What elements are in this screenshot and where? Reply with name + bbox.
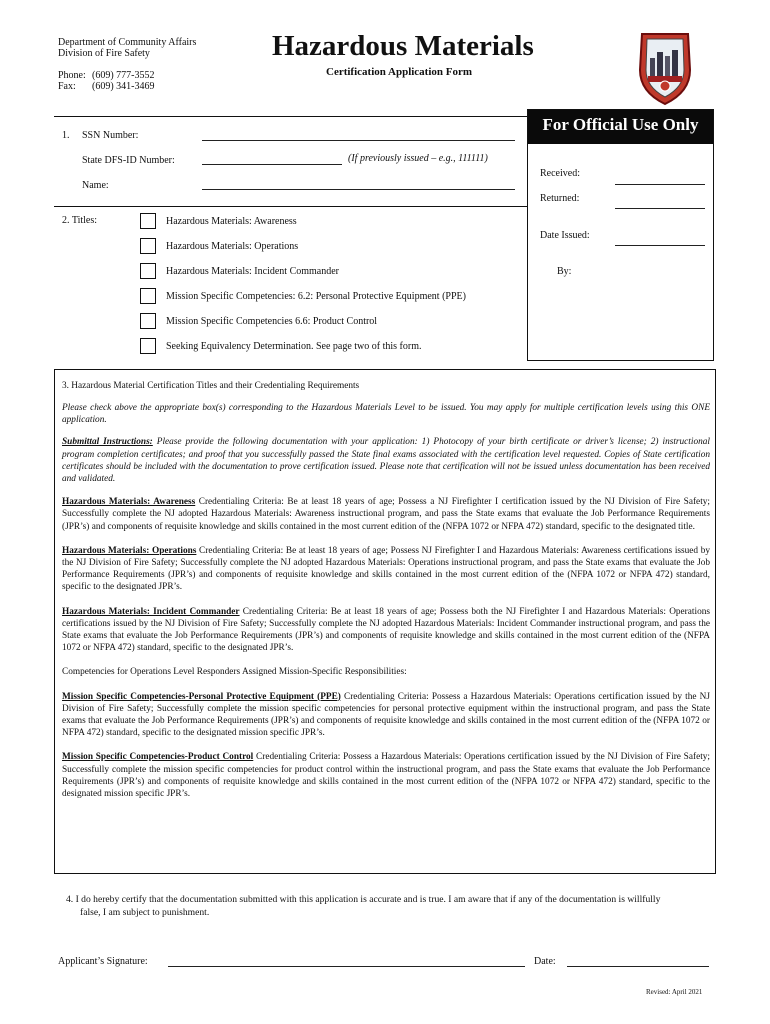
- section-1-number: 1.: [62, 130, 70, 141]
- by-label: By:: [557, 266, 572, 277]
- dept-line-1: Department of Community Affairs: [58, 37, 197, 48]
- signature-field[interactable]: [168, 966, 525, 967]
- dfs-id-field[interactable]: [202, 164, 342, 165]
- official-use-heading: For Official Use Only: [528, 110, 713, 144]
- dfs-id-note: (If previously issued – e.g., 111111): [348, 153, 488, 164]
- incident-commander-text: Credentialing Criteria: Be at least 18 years of age; Possess both the NJ Firefighter I and Hazardous Materials: Operations certifications issued by the NJ Division of Fire Safety; Successfully complete the NJ adopted Hazardous Materials: Incident Commander instructional program, and pass the State exams that evaluate the Job Performance Requirements (JPR’s) and components of requisite knowledge and skills contained in the most current edition of the (NFPA 1072 or NFPA 472) standard, specific to the designated JPR’s.: [62, 606, 710, 654]
- product-control-text: Credentialing Criteria: Possess a Hazardous Materials: Operations certification issued by the NJ Division of Fire Safety; Successfully complete the mission specific competencies for product control within the instructional program, and pass the State exams that evaluate the Job Performance Requirements (JPR’s) and components of requisite knowledge and skills contained in the most current edition of the (NFPA 1072 or NFPA 472) standard, specific to the designated mission specific JPR’s.: [62, 752, 711, 800]
- product-control-criteria: [62, 751, 710, 800]
- ppe-text: Credentialing Criteria: Possess a Hazardous Materials: Operations certification issued by the NJ Division of Fire Safety; Successfully complete the mission specific competencies for personal protective equipment within the instructional program, and pass the State exams that evaluate the Job Performance Requirements (JPR’s) and components of requisite knowledge and skills contained in the most current edition of the (NFPA 1072 or NFPA 472) standard, specific to the designated mission specific JPR’s.: [62, 691, 710, 739]
- section-3-heading: 3. Hazardous Material Certification Titles and their Credentialing Requirements: [62, 381, 360, 391]
- option-awareness: Hazardous Materials: Awareness: [166, 216, 297, 227]
- fax-label: Fax:: [58, 81, 76, 92]
- signature-label: Applicant’s Signature:: [58, 956, 148, 967]
- titles-divider: [54, 206, 527, 207]
- incident-commander-criteria: [62, 606, 710, 655]
- operations-criteria: [62, 545, 710, 594]
- submittal-label: Submittal Instructions:: [62, 437, 153, 448]
- submittal-instructions: [62, 436, 710, 485]
- date-issued-line[interactable]: [615, 245, 705, 246]
- checkbox-product-control[interactable]: [140, 313, 156, 329]
- page-subtitle: Certification Application Form: [326, 66, 473, 78]
- date-issued-label: Date Issued:: [540, 230, 590, 241]
- option-product-control: Mission Specific Competencies 6.6: Product Control: [166, 316, 378, 327]
- checkbox-equivalency[interactable]: [140, 338, 156, 354]
- product-control-label: Mission Specific Competencies-Product Control: [62, 752, 254, 763]
- section-3-intro: Please check above the appropriate box(s) corresponding to the Hazardous Materials Level to be issued. You may apply for multiple certification levels using this ONE application.: [62, 403, 710, 426]
- contact-info: [58, 70, 155, 92]
- returned-label: Returned:: [540, 193, 580, 204]
- certification-statement: 4. I do hereby certify that the documentation submitted with this application is accurate and is true. I am aware that if any of the documentation is willfully false, I am subject to punishment.: [66, 894, 661, 918]
- phone-label: Phone:: [58, 70, 86, 81]
- operations-label: Hazardous Materials: Operations: [62, 545, 197, 556]
- checkbox-operations[interactable]: [140, 238, 156, 254]
- option-ppe: Mission Specific Competencies: 6.2: Personal Protective Equipment (PPE): [166, 291, 466, 302]
- competencies-line: Competencies for Operations Level Responders Assigned Mission-Specific Responsibilities:: [62, 667, 407, 678]
- department-info: [58, 37, 196, 59]
- fax-number: (609) 341-3469: [92, 81, 155, 92]
- received-label: Received:: [540, 168, 580, 179]
- checkbox-incident-commander[interactable]: [140, 263, 156, 279]
- ppe-label: Mission Specific Competencies-Personal Protective Equipment (PPE): [62, 691, 341, 702]
- option-incident-commander: Hazardous Materials: Incident Commander: [166, 266, 339, 277]
- revised-date: Revised: April 2021: [646, 988, 703, 996]
- fire-safety-seal-icon: [636, 30, 694, 106]
- name-field[interactable]: [202, 189, 515, 190]
- name-label: Name:: [82, 180, 109, 191]
- received-line[interactable]: [615, 184, 705, 185]
- ppe-criteria: [62, 691, 710, 740]
- requirements-content: [62, 380, 710, 800]
- awareness-criteria: [62, 496, 710, 533]
- returned-line[interactable]: [615, 208, 705, 209]
- date-label: Date:: [534, 956, 556, 967]
- operations-text: Credentialing Criteria: Be at least 18 years of age; Possess NJ Firefighter I and Hazardous Materials: Awareness certifications issued by the NJ Division of Fire Safety; Successfully complete the NJ adopted Hazardous Materials: Operations instructional program, and pass the State exams that evaluate the Job Performance Requirements (JPR’s) and components of requisite knowledge and skills contained in the most current edition of the (NFPA 1072 or NFPA 472) standard, specific to the designated JPR’s.: [62, 545, 711, 593]
- dept-line-2: Division of Fire Safety: [58, 48, 150, 59]
- incident-commander-label: Hazardous Materials: Incident Commander: [62, 606, 240, 617]
- checkbox-ppe[interactable]: [140, 288, 156, 304]
- checkbox-awareness[interactable]: [140, 213, 156, 229]
- awareness-text: Credentialing Criteria: Be at least 18 years of age; Possess a NJ Firefighter I certification issued by the NJ Division of Fire Safety; Successfully complete the NJ adopted Hazardous Materials: Awareness instructional program, and pass the State exams that evaluate the Job Performance Requirements (JPR’s) and components of requisite knowledge and skills contained in the most current edition of the (NFPA 1072 or NFPA 472) standard, specific to the designated title.: [62, 497, 711, 532]
- awareness-label: Hazardous Materials: Awareness: [62, 497, 196, 508]
- phone-number: (609) 777-3552: [92, 70, 155, 81]
- submittal-text: Please provide the following documentation with your application: 1) Photocopy of your birth certificate or driver’s license; 2) instructional program completion certificates; and proof that you successfully passed the State final exams associated with the certification level requested. Copies of State certification certificates should be included with the documentation to prove certification issued. Please note that certification will not be issued unless documentation has been received and validated.: [62, 437, 711, 485]
- page-title: Hazardous Materials: [272, 30, 534, 62]
- ssn-label: SSN Number:: [82, 130, 139, 141]
- date-field[interactable]: [567, 966, 709, 967]
- titles-label: 2. Titles:: [62, 215, 98, 226]
- option-operations: Hazardous Materials: Operations: [166, 241, 299, 252]
- ssn-field[interactable]: [202, 140, 515, 141]
- dfs-id-label: State DFS-ID Number:: [82, 155, 175, 166]
- option-equivalency: Seeking Equivalency Determination. See page two of this form.: [166, 341, 422, 352]
